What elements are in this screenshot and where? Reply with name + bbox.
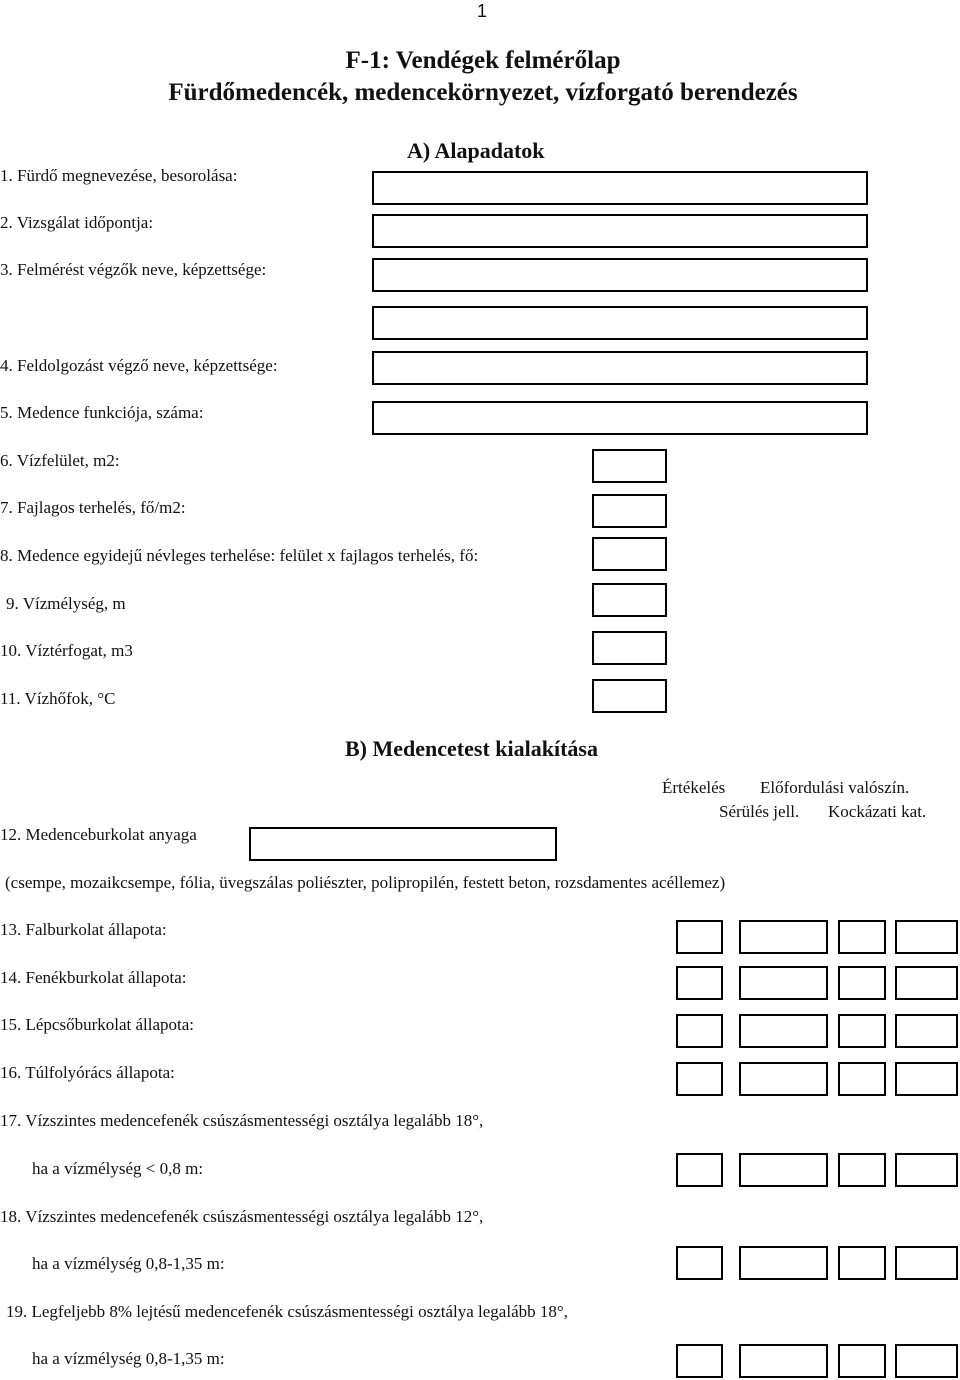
column-header-serules: Sérülés jell. (719, 802, 800, 821)
fenekburkolat-ertekeles-box[interactable] (676, 966, 723, 1000)
label-feldolgozast-vegzo: 4. Feldolgozást végző neve, képzettsége: (0, 356, 278, 375)
csuszas17-kockazat-box[interactable] (895, 1153, 958, 1187)
input-medence-funkcioja[interactable] (372, 401, 868, 435)
tulfolyoracs-elofordulas-box[interactable] (739, 1062, 828, 1096)
label-vizhofok: 11. Vízhőfok, °C (0, 689, 116, 708)
label-csuszasmentesseg-17-cond: ha a vízmélység < 0,8 m: (32, 1159, 204, 1178)
tulfolyoracs-kockazat-box[interactable] (895, 1062, 958, 1096)
tulfolyoracs-serules-box[interactable] (838, 1062, 886, 1096)
page-number: 1 (477, 1, 488, 21)
label-csuszasmentesseg-18-cond: ha a vízmélység 0,8-1,35 m: (32, 1254, 225, 1273)
falburkolat-elofordulas-box[interactable] (739, 920, 828, 954)
fenekburkolat-elofordulas-box[interactable] (739, 966, 828, 1000)
form-subtitle: Fürdőmedencék, medencekörnyezet, vízforgató berendezés (168, 79, 798, 106)
label-felmerest-vegzok: 3. Felmérést végzők neve, képzettsége: (0, 260, 267, 279)
csuszas18-kockazat-box[interactable] (895, 1246, 958, 1280)
label-vizmelyseg: 9. Vízmélység, m (6, 594, 126, 613)
label-tulfolyoracs: 16. Túlfolyórács állapota: (0, 1063, 175, 1082)
falburkolat-kockazat-box[interactable] (895, 920, 958, 954)
csuszas19-ertekeles-box[interactable] (676, 1344, 723, 1378)
input-vizfelulet[interactable] (592, 449, 667, 483)
label-csuszasmentesseg-19-cond: ha a vízmélység 0,8-1,35 m: (32, 1349, 225, 1368)
section-b-heading: B) Medencetest kialakítása (345, 736, 598, 761)
label-falburkolat: 13. Falburkolat állapota: (0, 920, 167, 939)
label-furdo-megnevezese: 1. Fürdő megnevezése, besorolása: (0, 166, 238, 185)
label-fenekburkolat: 14. Fenékburkolat állapota: (0, 968, 187, 987)
csuszas18-elofordulas-box[interactable] (739, 1246, 828, 1280)
label-fajlagos-terheles: 7. Fajlagos terhelés, fő/m2: (0, 498, 186, 517)
input-vizsgalat-idopontja[interactable] (372, 214, 868, 248)
csuszas17-elofordulas-box[interactable] (739, 1153, 828, 1187)
lepcsoburkolat-kockazat-box[interactable] (895, 1014, 958, 1048)
input-fajlagos-terheles[interactable] (592, 494, 667, 528)
label-medenceburkolat-anyaga: 12. Medenceburkolat anyaga (0, 825, 197, 844)
input-medenceburkolat-anyaga[interactable] (249, 827, 557, 861)
label-csuszasmentesseg-17: 17. Vízszintes medencefenék csúszásmentességi osztálya legalább 18°, (0, 1111, 484, 1130)
column-header-kockazati: Kockázati kat. (828, 802, 927, 821)
csuszas17-serules-box[interactable] (838, 1153, 886, 1187)
label-csuszasmentesseg-18: 18. Vízszintes medencefenék csúszásmentességi osztálya legalább 12°, (0, 1207, 484, 1226)
input-felmerest-vegzok-2[interactable] (372, 306, 868, 340)
csuszas19-elofordulas-box[interactable] (739, 1344, 828, 1378)
fenekburkolat-serules-box[interactable] (838, 966, 886, 1000)
input-vizmelyseg[interactable] (592, 583, 667, 617)
input-felmerest-vegzok-1[interactable] (372, 258, 868, 292)
form-title: F-1: Vendégek felmérőlap (345, 47, 621, 74)
lepcsoburkolat-serules-box[interactable] (838, 1014, 886, 1048)
fenekburkolat-kockazat-box[interactable] (895, 966, 958, 1000)
section-a-heading: A) Alapadatok (407, 138, 545, 163)
label-csuszasmentesseg-19: 19. Legfeljebb 8% lejtésű medencefenék csúszásmentességi osztálya legalább 18°, (6, 1302, 568, 1321)
falburkolat-ertekeles-box[interactable] (676, 920, 723, 954)
label-lepcsoburkolat: 15. Lépcsőburkolat állapota: (0, 1015, 195, 1034)
label-vizfelulet: 6. Vízfelület, m2: (0, 451, 120, 470)
input-furdo-megnevezese[interactable] (372, 171, 868, 205)
input-feldolgozast-vegzo[interactable] (372, 351, 868, 385)
csuszas18-serules-box[interactable] (838, 1246, 886, 1280)
label-vizterfogat: 10. Víztérfogat, m3 (0, 641, 133, 660)
input-vizterfogat[interactable] (592, 631, 667, 665)
column-header-ertekeles: Értékelés (662, 778, 726, 797)
lepcsoburkolat-elofordulas-box[interactable] (739, 1014, 828, 1048)
label-medence-funkcioja: 5. Medence funkciója, száma: (0, 403, 204, 422)
falburkolat-serules-box[interactable] (838, 920, 886, 954)
csuszas18-ertekeles-box[interactable] (676, 1246, 723, 1280)
lepcsoburkolat-ertekeles-box[interactable] (676, 1014, 723, 1048)
input-egyideju-terheles[interactable] (592, 537, 667, 571)
csuszas17-ertekeles-box[interactable] (676, 1153, 723, 1187)
material-options-note: (csempe, mozaikcsempe, fólia, üvegszálas poliészter, polipropilén, festett beton, rozsdamentes acéllemez) (5, 873, 726, 892)
label-egyideju-terheles: 8. Medence egyidejű névleges terhelése: felület x fajlagos terhelés, fő: (0, 546, 479, 565)
csuszas19-serules-box[interactable] (838, 1344, 886, 1378)
csuszas19-kockazat-box[interactable] (895, 1344, 958, 1378)
column-header-elofordulasi: Előfordulási valószín. (760, 778, 910, 797)
input-vizhofok[interactable] (592, 679, 667, 713)
label-vizsgalat-idopontja: 2. Vizsgálat időpontja: (0, 213, 154, 232)
tulfolyoracs-ertekeles-box[interactable] (676, 1062, 723, 1096)
